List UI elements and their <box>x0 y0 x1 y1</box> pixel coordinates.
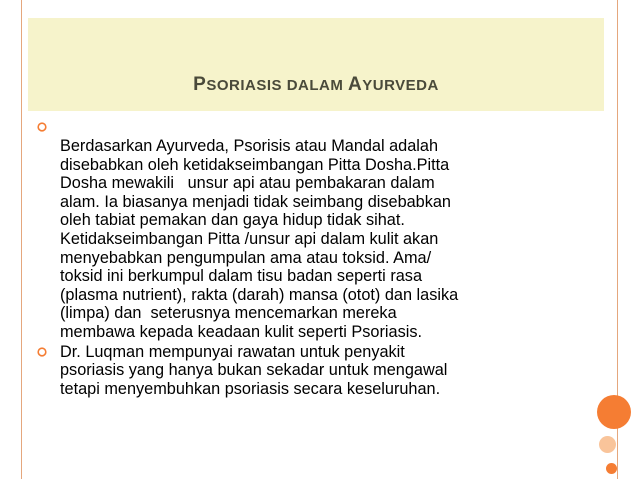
title-initial-1: P <box>193 74 207 95</box>
list-item <box>36 137 576 342</box>
title-band <box>28 18 604 111</box>
list-item-line: Dr. Luqman mempunyai rawatan untuk penyakit <box>60 342 405 361</box>
list-item-line: toksid ini berkumpul dalam tisu badan seperti rasa <box>60 267 422 286</box>
slide-title <box>28 74 604 96</box>
list-item-line: disebabkan oleh ketidakseimbangan Pitta Dosha.Pitta <box>60 155 450 174</box>
title-part-1: SORIASIS DALAM <box>206 77 349 94</box>
list-item-line: Ketidakseimbangan Pitta /unsur api dalam kulit akan <box>60 229 439 248</box>
decorative-circle-large <box>597 395 631 429</box>
title-initial-2: A <box>348 74 363 95</box>
ring-bullet-icon <box>37 122 47 132</box>
list-item-line: (plasma nutrient), rakta (darah) mansa (otot) dan lasika <box>60 285 459 304</box>
list-item <box>36 118 576 136</box>
list-item-line: alam. Ia biasanya menjadi tidak seimbang disebabkan <box>60 192 451 211</box>
list-item-line: psoriasis yang hanya bukan sekadar untuk mengawal <box>60 361 448 380</box>
list-item-line: membawa kepada keadaan kulit seperti Psoriasis. <box>60 322 422 341</box>
list-item-line: oleh tabiat pemakan dan gaya hidup tidak sihat. <box>60 211 405 230</box>
list-item-line: tetapi menyembuhkan psoriasis secara keseluruhan. <box>60 379 441 398</box>
left-divider <box>21 0 22 479</box>
ring-bullet-icon <box>37 347 47 357</box>
decorative-circle-medium <box>599 436 616 453</box>
list-item-line: Dosha mewakili unsur api atau pembakaran dalam <box>60 174 435 193</box>
bullet-list <box>36 118 576 399</box>
list-item-line: (limpa) dan seterusnya mencemarkan mereka <box>60 304 397 323</box>
decorative-circle-small <box>606 463 617 474</box>
list-item <box>36 343 576 399</box>
list-item-line: Berdasarkan Ayurveda, Psorisis atau Mandal adalah <box>60 137 439 155</box>
title-part-2: YURVEDA <box>362 77 439 94</box>
list-item-line: menyebabkan pengumpulan ama atau toksid. Ama/ <box>60 248 432 267</box>
